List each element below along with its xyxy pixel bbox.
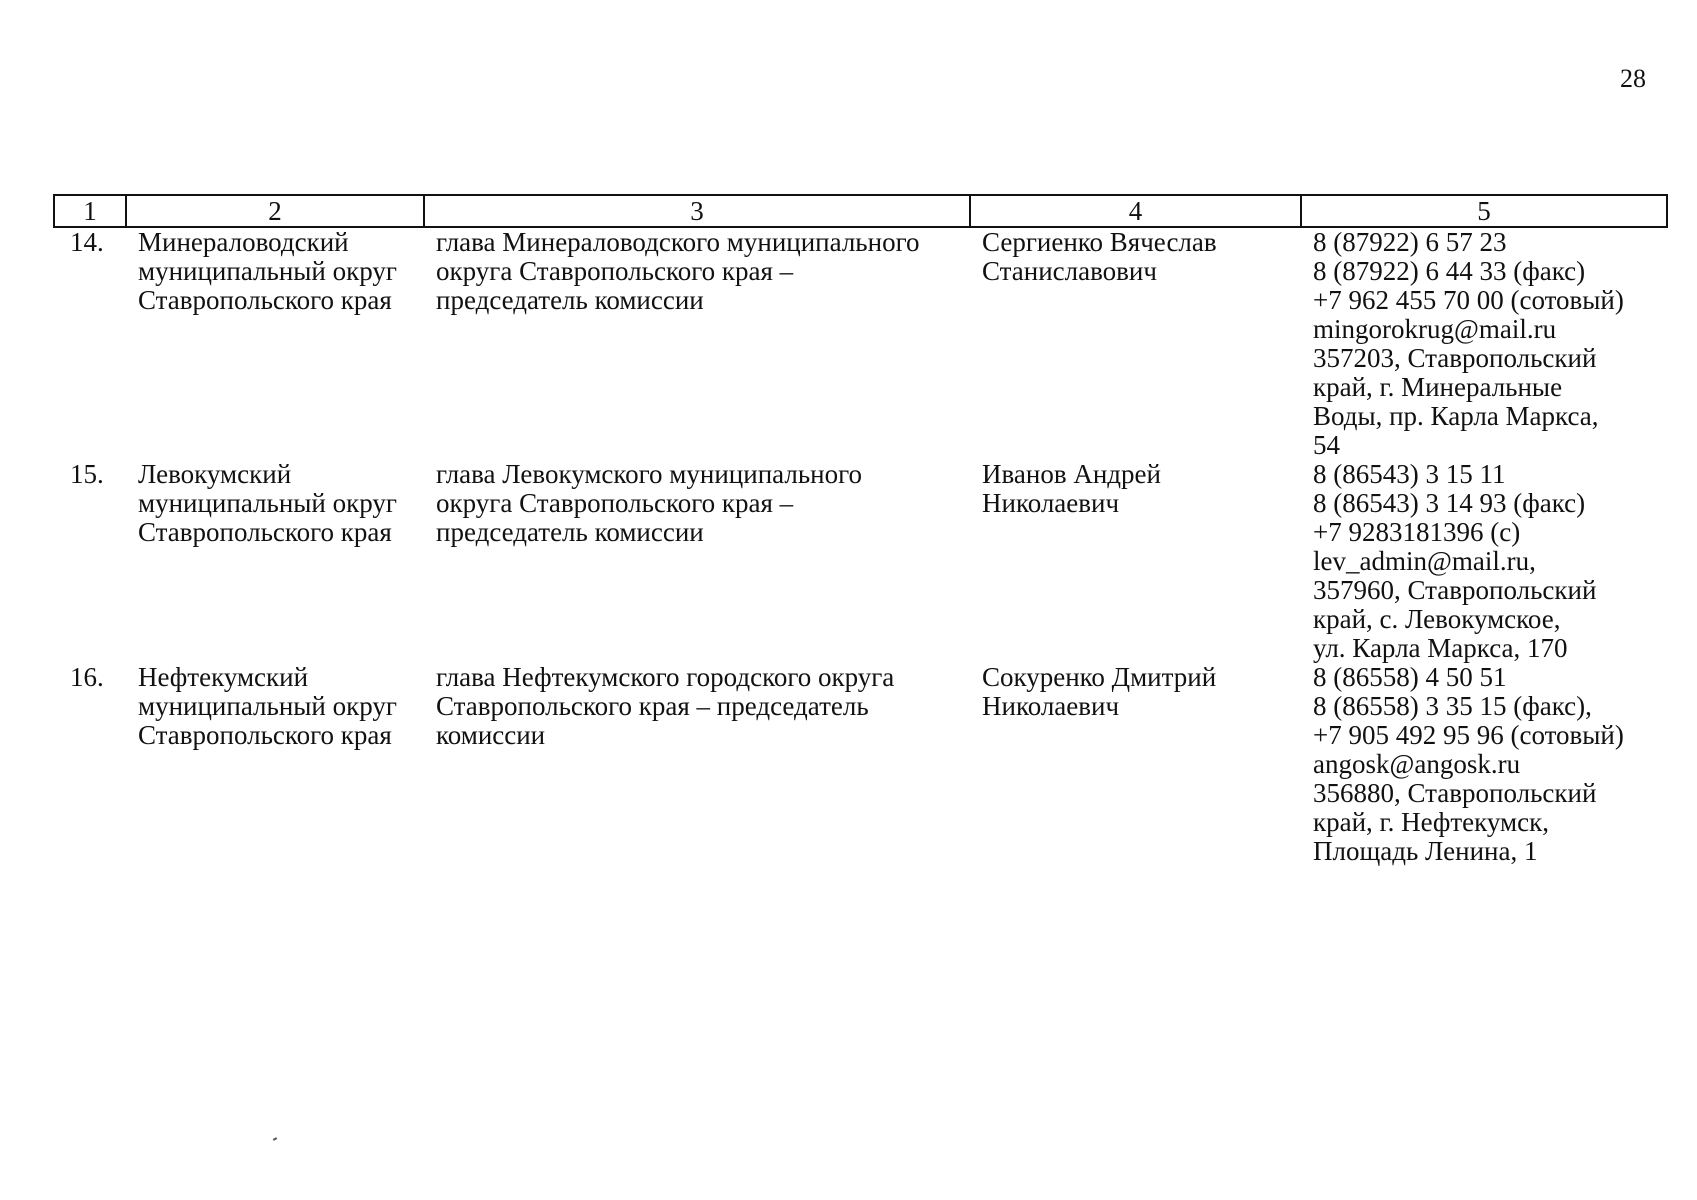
district-line: Левокумский	[138, 459, 292, 489]
fax-line: 8 (87922) 6 44 33 (факс)	[1313, 256, 1586, 286]
position-cell	[424, 227, 970, 460]
table-row	[54, 227, 1667, 460]
position-line: глава Нефтекумского городского округа	[436, 662, 895, 692]
fax-line: 8 (86558) 3 35 15 (факс),	[1313, 691, 1592, 721]
person-cell	[970, 663, 1301, 866]
position-line: глава Левокумского муниципального	[436, 459, 863, 489]
table-row	[54, 460, 1667, 663]
phone-line: 8 (87922) 6 57 23	[1313, 227, 1507, 257]
position-line: глава Минераловодского муниципального	[436, 227, 920, 257]
district-line: Нефтекумский	[138, 662, 309, 692]
address-line: край, с. Левокумское,	[1313, 604, 1561, 634]
phone-line: 8 (86558) 4 50 51	[1313, 662, 1507, 692]
district-cell	[126, 227, 424, 460]
district-line: муниципальный округ	[138, 691, 397, 721]
column-header-2: 2	[126, 195, 424, 227]
column-header-5: 5	[1301, 195, 1667, 227]
district-line: муниципальный округ	[138, 488, 397, 518]
position-line: председатель комиссии	[436, 517, 704, 547]
person-line: Иванов Андрей	[982, 459, 1161, 489]
contacts-table	[53, 194, 1668, 866]
contacts-cell	[1301, 663, 1667, 866]
district-cell	[126, 663, 424, 866]
address-line: 54	[1313, 430, 1340, 460]
row-number: 14.	[70, 227, 104, 257]
mobile-line: +7 905 492 95 96 (сотовый)	[1313, 720, 1624, 750]
fax-line: 8 (86543) 3 14 93 (факс)	[1313, 488, 1586, 518]
position-cell	[424, 663, 970, 866]
header-row	[54, 195, 1667, 227]
mobile-line: +7 9283181396 (с)	[1313, 517, 1521, 547]
person-line: Сергиенко Вячеслав	[982, 227, 1217, 257]
position-line: комиссии	[436, 720, 546, 750]
position-line: округа Ставропольского края –	[436, 256, 794, 286]
address-line: 356880, Ставропольский	[1313, 778, 1597, 808]
page-number: 28	[1620, 64, 1646, 93]
person-line: Николаевич	[982, 488, 1120, 518]
email-line: mingorokrug@mail.ru	[1313, 314, 1557, 344]
column-header-1: 1	[54, 195, 126, 227]
mobile-line: +7 962 455 70 00 (сотовый)	[1313, 285, 1624, 315]
phone-line: 8 (86543) 3 15 11	[1313, 459, 1506, 489]
address-line: 357960, Ставропольский	[1313, 575, 1597, 605]
column-header-4: 4	[970, 195, 1301, 227]
email-line: lev_admin@mail.ru,	[1313, 546, 1536, 576]
row-number: 15.	[70, 459, 104, 489]
address-line: 357203, Ставропольский	[1313, 343, 1597, 373]
district-line: Ставропольского края	[138, 285, 392, 315]
position-line: Ставропольского края – председатель	[436, 691, 869, 721]
address-line: ул. Карла Маркса, 170	[1313, 633, 1568, 663]
person-line: Сокуренко Дмитрий	[982, 662, 1217, 692]
district-line: Ставропольского края	[138, 517, 392, 547]
district-line: муниципальный округ	[138, 256, 397, 286]
district-line: Минераловодский	[138, 227, 349, 257]
position-line: председатель комиссии	[436, 285, 704, 315]
row-number: 16.	[70, 662, 104, 692]
district-cell	[126, 460, 424, 663]
address-line: Воды, пр. Карла Маркса,	[1313, 401, 1599, 431]
address-line: край, г. Минеральные	[1313, 372, 1563, 402]
contacts-cell	[1301, 460, 1667, 663]
table-row	[54, 663, 1667, 866]
district-line: Ставропольского края	[138, 720, 392, 750]
contacts-cell	[1301, 227, 1667, 460]
address-line: Площадь Ленина, 1	[1313, 836, 1538, 866]
position-cell	[424, 460, 970, 663]
column-header-3: 3	[424, 195, 970, 227]
email-line: angosk@angosk.ru	[1313, 749, 1521, 779]
person-cell	[970, 227, 1301, 460]
address-line: край, г. Нефтекумск,	[1313, 807, 1549, 837]
person-line: Станиславович	[982, 256, 1157, 286]
person-line: Николаевич	[982, 691, 1120, 721]
position-line: округа Ставропольского края –	[436, 488, 794, 518]
scan-artifact	[273, 1137, 277, 1141]
person-cell	[970, 460, 1301, 663]
